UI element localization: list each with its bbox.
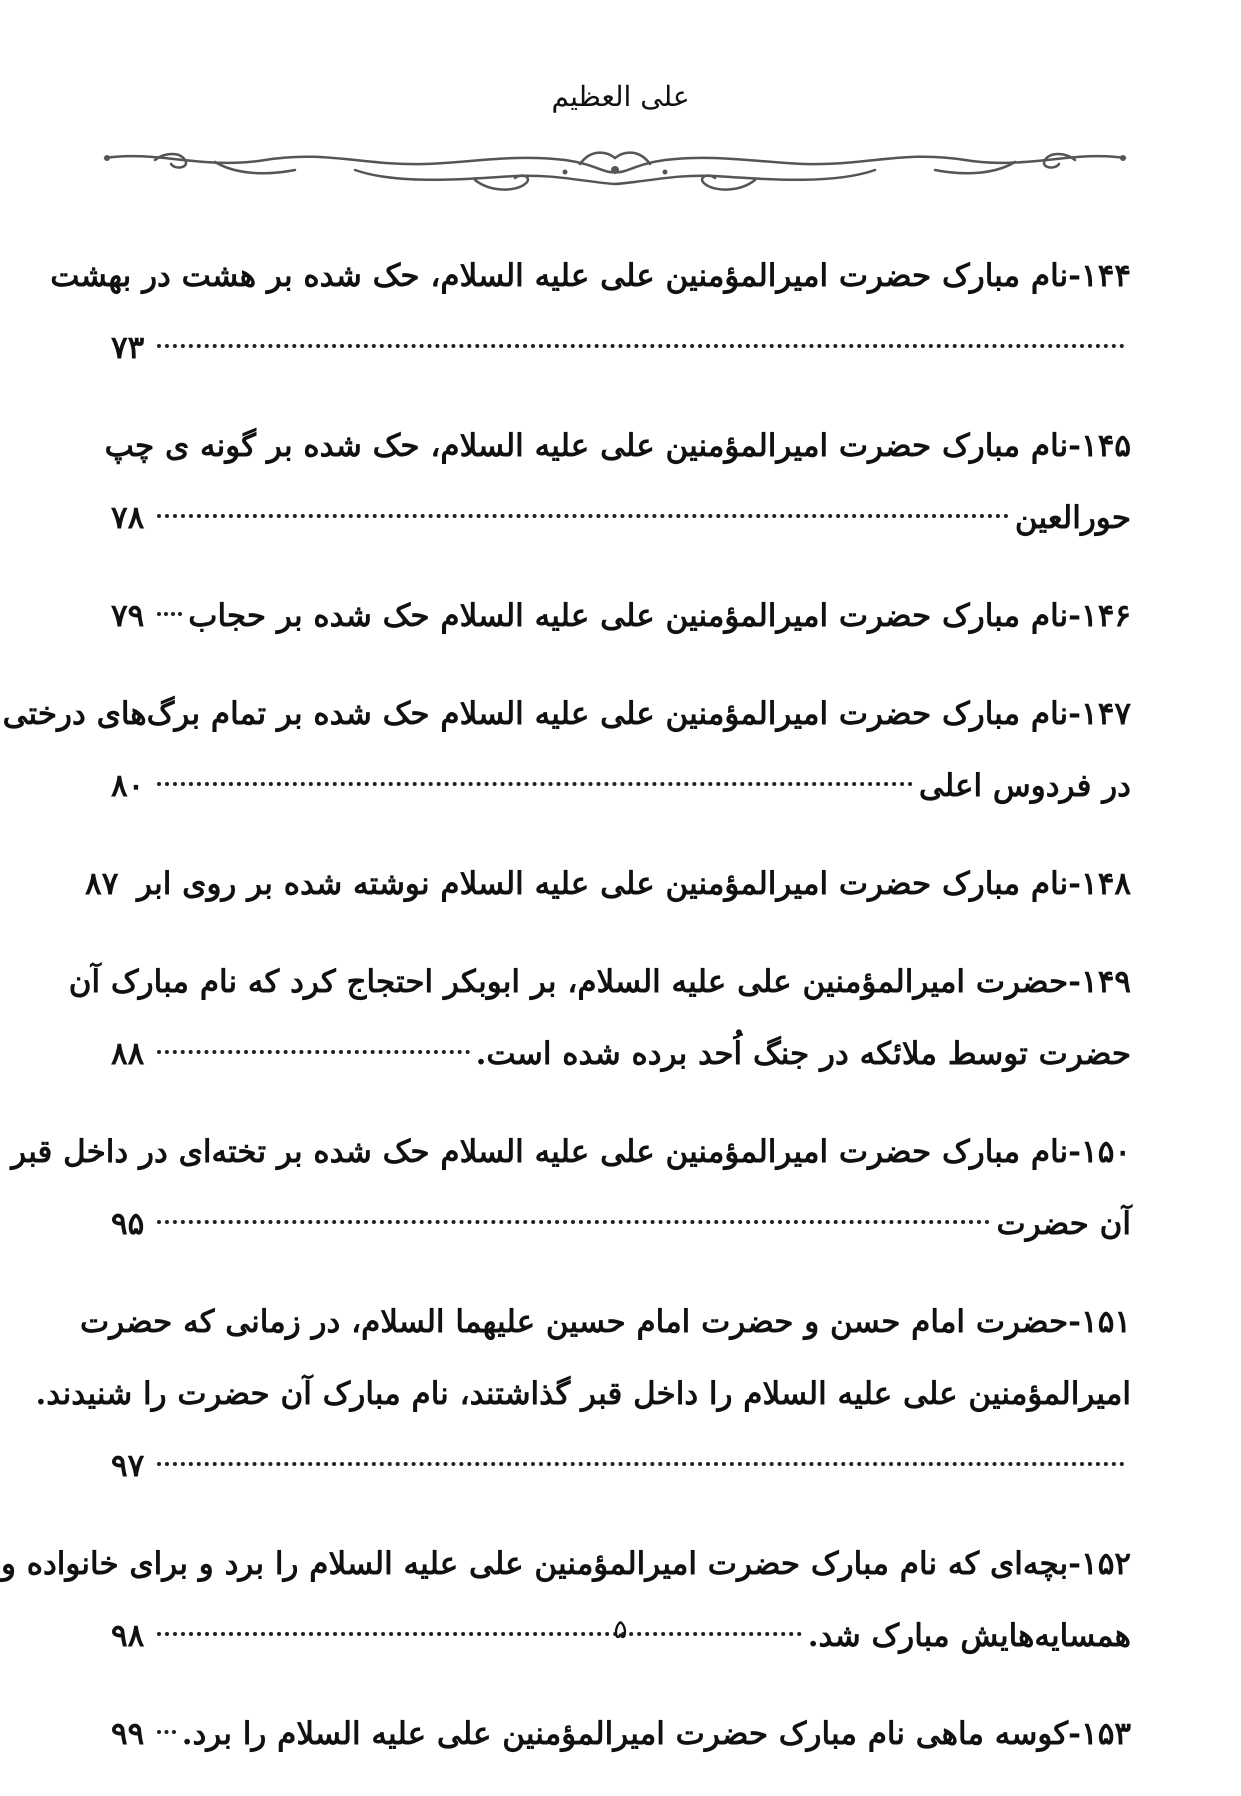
toc-entry-last-text: ۱۴۶-نام مبارک حضرت امیرالمؤمنین علی علیه السلام حک شده بر حجاب <box>188 598 1131 634</box>
toc-entry-line: ۱۴۷-نام مبارک حضرت امیرالمؤمنین علی علیه السلام حک شده بر تمام برگ‌های درختی <box>2 696 1131 732</box>
toc-entry-leader-line <box>111 482 1131 554</box>
dot-leader <box>157 782 913 786</box>
toc-entry-leader-line <box>111 1430 1131 1502</box>
dot-leader <box>157 514 1009 518</box>
toc-entry-last-text: حورالعین <box>1014 500 1131 536</box>
toc-entry-148[interactable] <box>85 848 1131 920</box>
toc-entry-last-text: در فردوس اعلی <box>918 768 1131 804</box>
toc-entry-last-text: حضرت توسط ملائکه در جنگ اُحد برده شده است. <box>475 1036 1131 1072</box>
toc-entry-leader-line <box>111 1188 1131 1260</box>
toc-entry-line: ۱۵۲-بچه‌ای که نام مبارک حضرت امیرالمؤمنین علی علیه السلام را برد و برای خانواده و <box>0 1546 1131 1582</box>
toc-entry-line: ۱۴۴-نام مبارک حضرت امیرالمؤمنین علی علیه السلام، حک شده بر هشت در بهشت <box>50 258 1131 294</box>
toc-entry-147[interactable] <box>2 678 1131 822</box>
toc-entry-leader-line <box>111 750 1131 822</box>
dot-leader <box>157 1462 1125 1466</box>
toc-page-number: ۹۹ <box>111 1716 145 1752</box>
toc-entry-146[interactable] <box>111 580 1131 652</box>
toc-entry-last-text: همسایه‌هایش مبارک شد. <box>807 1618 1131 1654</box>
dot-leader <box>157 1050 470 1054</box>
toc-entry-line: امیرالمؤمنین علی علیه السلام را داخل قبر گذاشتند، نام مبارک آن حضرت را شنیدند. <box>35 1376 1131 1412</box>
toc-entry-last-text: ۱۵۳-کوسه ماهی نام مبارک حضرت امیرالمؤمنین علی علیه السلام را برد. <box>181 1716 1131 1752</box>
ornamental-divider <box>95 140 1135 200</box>
dot-leader <box>157 344 1125 348</box>
toc-entry-149[interactable] <box>68 946 1131 1090</box>
toc-entry-152[interactable] <box>0 1528 1131 1672</box>
toc-entry-last-text: آن حضرت <box>996 1206 1131 1242</box>
dot-leader <box>157 1220 990 1224</box>
toc-page-number: ۸۸ <box>111 1036 145 1072</box>
toc-entry-leader-line <box>111 312 1131 384</box>
toc-page-number: ۹۵ <box>111 1206 145 1242</box>
toc-page-number: ۹۷ <box>111 1448 145 1484</box>
toc-entry-151[interactable] <box>35 1286 1131 1502</box>
toc-page-number: ۸۰ <box>111 768 145 804</box>
toc-entry-last-text: ۱۴۸-نام مبارک حضرت امیرالمؤمنین علی علیه السلام نوشته شده بر روی ابر <box>137 866 1131 902</box>
toc-entry-leader-line <box>111 580 1131 652</box>
toc-entry-line: ۱۴۵-نام مبارک حضرت امیرالمؤمنین علی علیه السلام، حک شده بر گونه ی چپ <box>104 428 1131 464</box>
toc-entry-leader-line <box>111 1018 1131 1090</box>
toc-page-number: ۷۸ <box>111 500 145 536</box>
toc-entry-line: ۱۵۱-حضرت امام حسن و حضرت امام حسین علیهما السلام، در زمانی که حضرت <box>79 1304 1131 1340</box>
toc-page-number: ۷۹ <box>111 598 145 634</box>
dot-leader <box>157 1730 176 1734</box>
toc-entry-144[interactable] <box>50 240 1131 384</box>
toc-page-number: ۹۸ <box>111 1618 145 1654</box>
toc-entry-153[interactable] <box>111 1698 1131 1770</box>
toc-entry-line: ۱۵۰-نام مبارک حضرت امیرالمؤمنین علی علیه السلام حک شده بر تخته‌ای در داخل قبر <box>11 1134 1131 1170</box>
dot-leader <box>157 612 182 616</box>
table-of-contents <box>0 240 1131 1796</box>
toc-page-number: ۷۳ <box>111 330 145 366</box>
toc-entry-145[interactable] <box>104 410 1131 554</box>
toc-entry-leader-line <box>111 1698 1131 1770</box>
toc-entry-leader-line <box>85 848 1131 920</box>
toc-page-number: ۸۷ <box>85 866 119 902</box>
toc-entry-line: ۱۴۹-حضرت امیرالمؤمنین علی علیه السلام، بر ابوبکر احتجاج کرد که نام مبارک آن <box>68 964 1131 1000</box>
page-number-footer: ۵ <box>613 1615 628 1645</box>
toc-entry-150[interactable] <box>11 1116 1131 1260</box>
running-header-title: علی العظیم <box>551 80 690 113</box>
